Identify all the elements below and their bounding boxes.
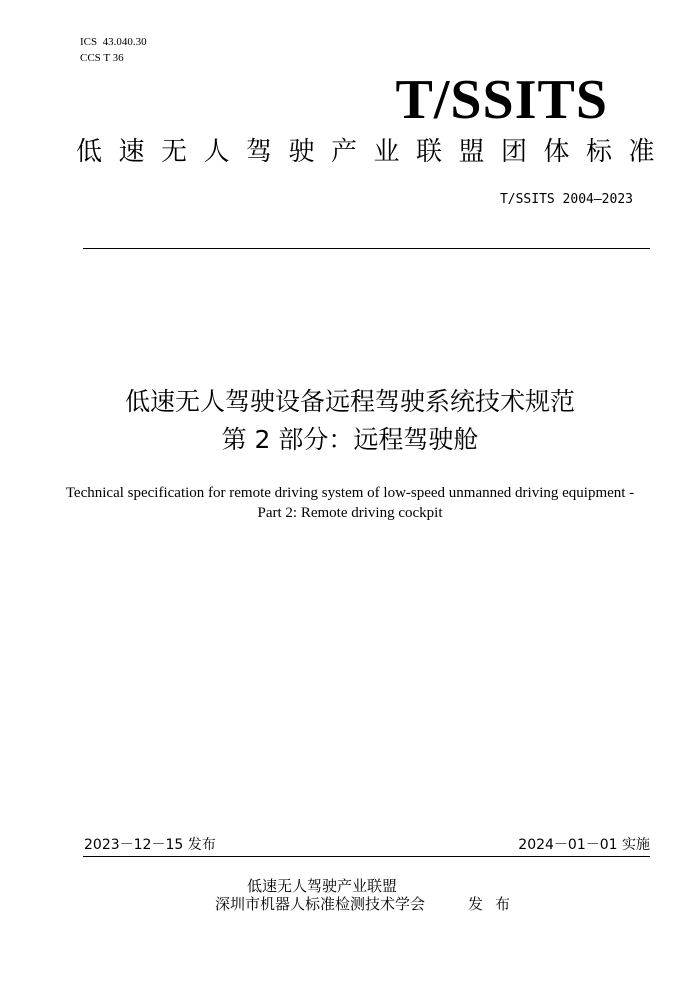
implement-date: 2024－01－01 实施 <box>518 837 650 853</box>
ics-code: ICS 43.040.30 <box>80 36 147 48</box>
publish-date: 2023－12－15 发布 <box>84 837 216 853</box>
issue-label: 发布 <box>468 895 523 913</box>
title-cn-line1: 低速无人驾驶设备远程驾驶系统技术规范 <box>124 387 575 416</box>
issuer-alliance: 低速无人驾驶产业联盟 <box>247 877 398 895</box>
standard-brand: T/SSITS <box>395 69 608 131</box>
title-cn-line2: 第 2 部分：远程驾驶舱 <box>221 425 479 454</box>
bottom-divider <box>83 856 650 857</box>
title-en: Technical specification for remote driving system of low-speed unmanned driving equipment - Part 2: Remote driving cockpit <box>65 485 635 521</box>
organization-title: 低速无人驾驶产业联盟团体标准 <box>76 137 672 167</box>
ccs-code: CCS T 36 <box>80 52 124 64</box>
issuer-society: 深圳市机器人标准检测技术学会 <box>215 895 426 913</box>
classification-codes <box>80 34 147 66</box>
top-divider <box>83 248 650 249</box>
standard-number: T/SSITS 2004—2023 <box>499 192 633 207</box>
